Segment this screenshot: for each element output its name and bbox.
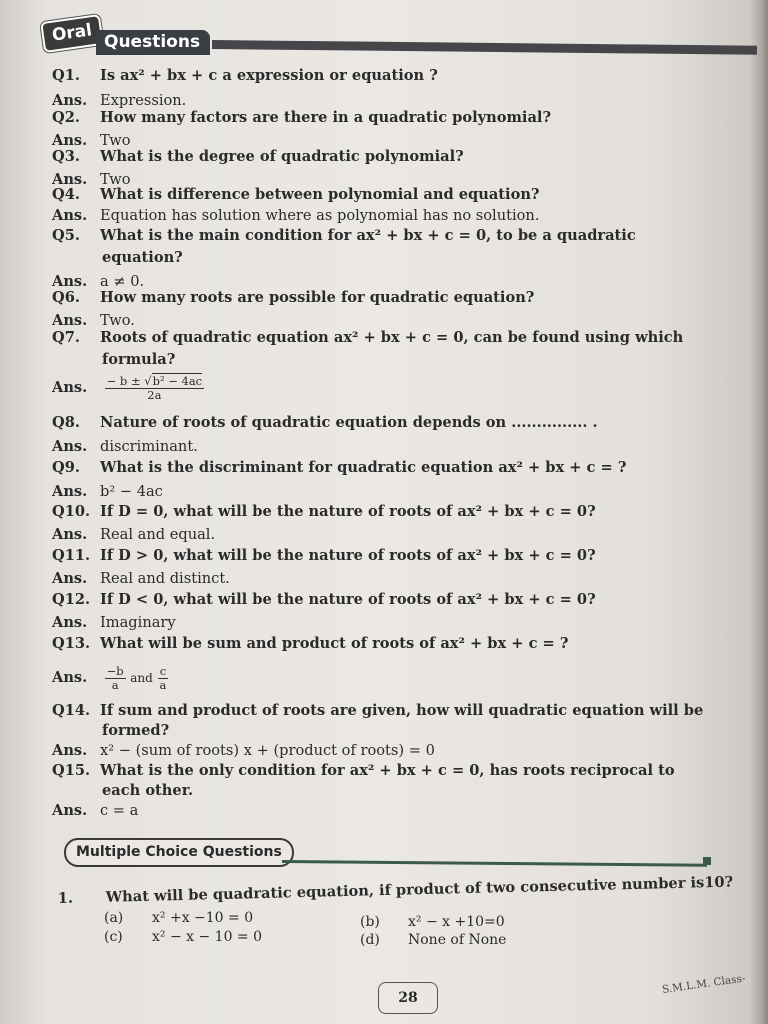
answer-label: Ans.	[52, 171, 88, 188]
question-text: What is the main condition for ax² + bx + c = 0, to be a quadratic	[100, 227, 636, 244]
question-row	[52, 701, 752, 720]
sum-of-roots: $\frac{-b}{a}$	[106, 663, 124, 692]
question-text: Roots of quadratic equation ax² + bx + c = 0, can be found using which	[100, 329, 684, 346]
answer-row	[52, 437, 752, 456]
answer-row	[52, 525, 752, 544]
answer-row	[52, 206, 752, 225]
quadratic-formula: $\frac{\text{− b ± √b² − 4ac}}{2a}$	[106, 373, 203, 402]
question-continuation: formed?	[102, 722, 170, 739]
question-text: Nature of roots of quadratic equation depends on ............... .	[100, 414, 598, 431]
question-row	[52, 288, 752, 307]
mcq-option-c: (c) x² − x − 10 = 0	[104, 929, 263, 945]
question-row	[52, 226, 752, 245]
mcq-question	[58, 874, 734, 907]
mcq-question-text: What will be quadratic equation, if product of two consecutive number is10?	[105, 873, 734, 906]
page-edge-shadow	[750, 0, 768, 1024]
question-continuation: each other.	[102, 782, 194, 799]
answer-text: b² − 4ac	[100, 483, 163, 500]
answer-row	[52, 613, 752, 632]
answer-label: Ans.	[52, 742, 88, 759]
question-text: How many factors are there in a quadratic polynomial?	[100, 109, 552, 126]
mcq-divider	[282, 860, 707, 867]
answer-text: Real and equal.	[100, 526, 216, 543]
question-row	[52, 502, 752, 521]
question-number: Q6.	[52, 289, 80, 306]
answer-label: Ans.	[52, 669, 88, 686]
question-number: Q13.	[52, 635, 91, 652]
answer-text: a ≠ 0.	[100, 273, 145, 290]
answer-row	[52, 664, 752, 692]
question-continuation: equation?	[102, 249, 183, 266]
question-text: What is the only condition for ax² + bx + c = 0, has roots reciprocal to	[100, 762, 675, 779]
question-row	[52, 458, 752, 477]
question-number: Q9.	[52, 459, 80, 476]
answer-label: Ans.	[52, 273, 88, 290]
answer-text: x² − (sum of roots) x + (product of roots) = 0	[100, 742, 435, 759]
question-number: Q15.	[52, 762, 91, 779]
answer-label: Ans.	[52, 438, 88, 455]
answer-label: Ans.	[52, 802, 88, 819]
footer-brand: S.M.L.M. Class-	[661, 972, 747, 996]
answer-text: Two	[100, 132, 131, 149]
mcq-divider-end	[703, 857, 711, 865]
question-number: Q4.	[52, 186, 80, 203]
answer-row	[52, 374, 752, 402]
question-number: Q7.	[52, 329, 80, 346]
question-text: What is difference between polynomial and equation?	[100, 186, 540, 203]
question-number: Q3.	[52, 148, 80, 165]
questions-tab: Questions	[96, 30, 210, 55]
question-number: Q10.	[52, 503, 91, 520]
question-row	[52, 413, 752, 432]
question-text: Is ax² + bx + c a expression or equation ?	[100, 67, 438, 84]
question-text: If D = 0, what will be the nature of roots of ax² + bx + c = 0?	[100, 503, 596, 520]
question-row	[52, 108, 752, 127]
question-text: If D > 0, what will be the nature of roots of ax² + bx + c = 0?	[100, 547, 596, 564]
product-of-roots: $\frac{c}{a}$	[159, 663, 167, 692]
header-divider	[212, 40, 757, 55]
answer-row	[52, 801, 752, 820]
question-row	[52, 185, 752, 204]
question-row	[52, 634, 752, 653]
question-number: Q14.	[52, 702, 91, 719]
answer-row	[52, 482, 752, 501]
question-text: What will be sum and product of roots of ax² + bx + c = ?	[100, 635, 569, 652]
question-row	[52, 546, 752, 565]
formula-denominator: 2a	[147, 387, 162, 402]
answer-text: Two	[100, 171, 131, 188]
answer-text: Real and distinct.	[100, 570, 230, 587]
answer-label: Ans.	[52, 483, 88, 500]
question-continuation: formula?	[102, 351, 176, 368]
answer-text: Imaginary	[100, 614, 176, 631]
question-text: If sum and product of roots are given, how will quadratic equation will be	[100, 702, 704, 719]
formula-radicand: b² − 4ac	[152, 373, 203, 388]
and-word: and	[130, 671, 153, 685]
question-number: Q8.	[52, 414, 80, 431]
answer-label: Ans.	[52, 312, 88, 329]
question-number: Q5.	[52, 227, 80, 244]
answer-text: c = a	[100, 802, 139, 819]
answer-label: Ans.	[52, 379, 88, 396]
answer-label: Ans.	[52, 132, 88, 149]
question-text: What is the discriminant for quadratic equation ax² + bx + c = ?	[100, 459, 627, 476]
question-text: What is the degree of quadratic polynomial?	[100, 148, 464, 165]
question-number: Q11.	[52, 547, 91, 564]
answer-text: Two.	[100, 312, 135, 329]
formula-numerator: − b ±	[106, 373, 145, 388]
page-number: 28	[378, 982, 438, 1014]
answer-label: Ans.	[52, 207, 88, 224]
answer-label: Ans.	[52, 570, 88, 587]
mcq-option-a: (a) x² +x −10 = 0	[104, 910, 254, 926]
answer-label: Ans.	[52, 614, 88, 631]
mcq-option-b: (b) x² − x +10=0	[360, 914, 505, 930]
question-row	[52, 147, 752, 166]
mcq-option-d: (d) None of None	[360, 932, 507, 948]
answer-text: discriminant.	[100, 438, 198, 455]
question-number: Q1.	[52, 67, 80, 84]
answer-row	[52, 569, 752, 588]
question-text: How many roots are possible for quadratic equation?	[100, 289, 535, 306]
question-number: Q2.	[52, 109, 80, 126]
question-number: Q12.	[52, 591, 91, 608]
question-text: If D < 0, what will be the nature of roots of ax² + bx + c = 0?	[100, 591, 596, 608]
answer-label: Ans.	[52, 526, 88, 543]
question-row	[52, 328, 752, 347]
answer-text: Equation has solution where as polynomial has no solution.	[100, 207, 540, 224]
question-row	[52, 66, 752, 85]
answer-text: Expression.	[100, 92, 187, 109]
mcq-heading: Multiple Choice Questions	[64, 838, 294, 867]
question-row	[52, 590, 752, 609]
oral-badge: Oral	[40, 14, 104, 53]
answer-row	[52, 741, 752, 760]
question-row	[52, 761, 752, 780]
answer-label: Ans.	[52, 92, 88, 109]
mcq-question-number: 1.	[57, 889, 74, 907]
